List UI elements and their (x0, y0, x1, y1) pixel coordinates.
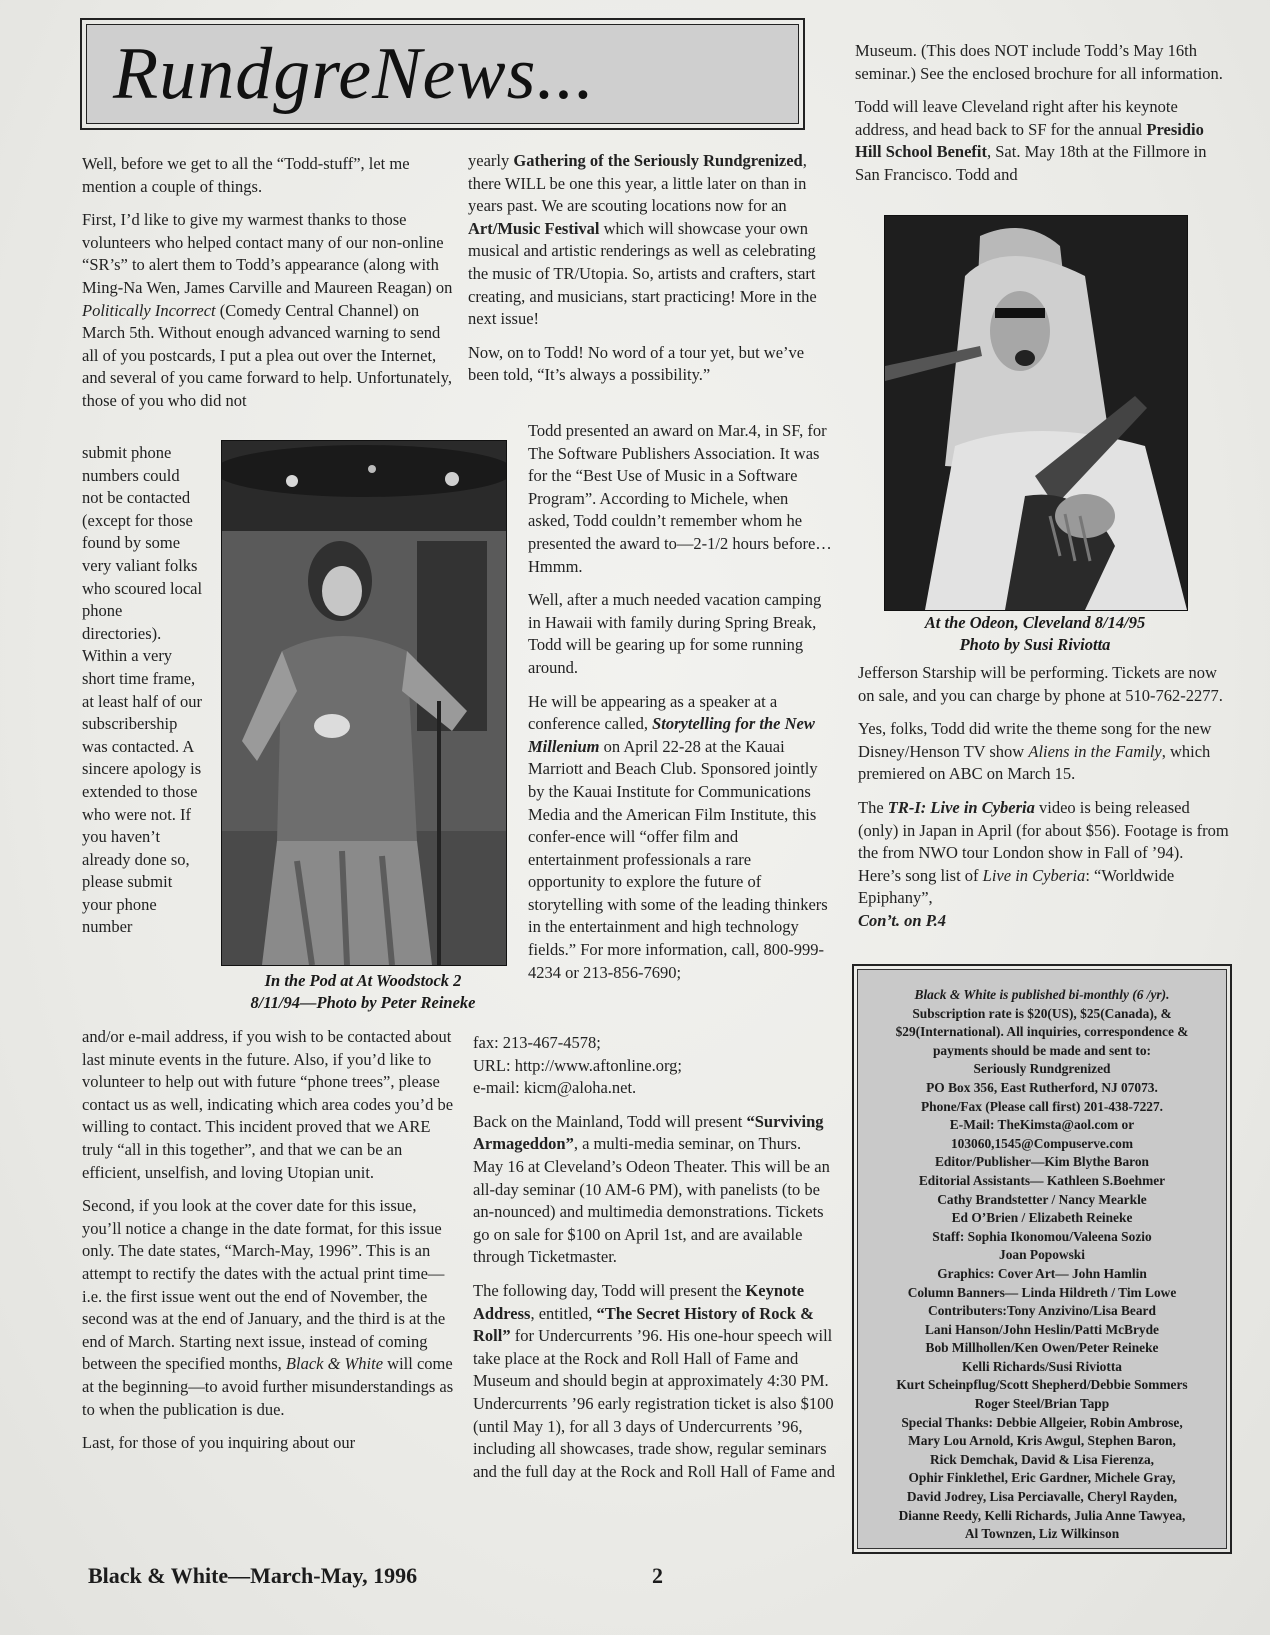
info-line: Subscription rate is $20(US), $25(Canada), & (912, 1005, 1172, 1021)
photo-odeon-caption-line-1: At the Odeon, Cleveland 8/14/95 (924, 613, 1146, 632)
column-1-top (82, 153, 454, 413)
show-title: Politically Incorrect (82, 300, 216, 320)
publication-name: Black & White (285, 1354, 384, 1374)
info-line: Al Townzen, Liz Wilkinson (964, 1526, 1120, 1542)
photo-odeon (884, 215, 1188, 611)
info-line: Dianne Reedy, Kelli Richards, Julia Anne Tawyea, (898, 1507, 1186, 1523)
masthead-info-box (852, 964, 1232, 1554)
info-line: Lani Hanson/John Heslin/Patti McBryde (925, 1321, 1159, 1337)
info-line: Mary Lou Arnold, Kris Awgul, Stephen Baron, (908, 1433, 1176, 1449)
info-line: Column Banners— Linda Hildreth / Tim Lowe (907, 1284, 1177, 1300)
photo-woodstock (221, 440, 507, 966)
info-line: PO Box 356, East Rutherford, NJ 07073. (926, 1079, 1158, 1095)
festival-name: Art/Music Festival (468, 218, 600, 238)
column-1-bottom (82, 1026, 454, 1455)
gathering-name: Gathering of the Seriously Rundgrenized (513, 151, 803, 170)
seminar-title: “Surviving Armageddon” (473, 1111, 824, 1154)
contact-email: e-mail: kicm@aloha.net. (473, 1078, 637, 1098)
col3-paragraph-1: Museum. (This does NOT include Todd’s May 16th seminar.) See the enclosed brochure for all information. (855, 41, 1223, 83)
col1-paragraph-2-cont: and/or e-mail address, if you wish to be contacted about last minute events in the future. Also, if you’d like to volunteer to help out with future “phone trees”, please contact us as well, indicating which area codes you’d be willing to contact. This incident proved that we ARE truly “all in this together”, and that we can be an efficient, unselfish, and loving Utopian unit. (82, 1027, 454, 1182)
col2-paragraph-6: Back on the Mainland, Todd will present “Surviving Armageddon”, a multi-media seminar, on Thurs. May 16 at Cleveland’s Odeon Theater. This will be an all-day seminar (10 AM-6 PM), with panelists (to be an-nounced) and multimedia demonstrations. Tickets go on sale for $100 on April 1st, and are available through Ticketmaster. (473, 1111, 830, 1267)
photo-woodstock-image (222, 441, 506, 965)
info-line: Roger Steel/Brian Tapp (974, 1396, 1110, 1412)
column-2-indented (528, 420, 832, 984)
info-line: Editor/Publisher—Kim Blythe Baron (934, 1154, 1150, 1170)
col1-paragraph-4: Last, for those of you inquiring about our (82, 1433, 356, 1453)
info-line: Joan Popowski (999, 1247, 1085, 1263)
info-line: Kelli Richards/Susi Riviotta (962, 1358, 1122, 1374)
column-3-bottom (858, 662, 1230, 933)
contact-url: URL: http://www.aftonline.org; (473, 1055, 682, 1075)
info-line: payments should be made and sent to: (932, 1042, 1151, 1058)
column-2-bottom (473, 1032, 835, 1483)
info-line: Ed O’Brien / Elizabeth Reineke (951, 1210, 1133, 1226)
masthead-title: RundgreNews... (113, 32, 595, 115)
keynote-title: “The Secret History of Rock & Roll” (473, 1303, 814, 1346)
col2-paragraph-1: yearly Gathering of the Seriously Rundgrenized, there WILL be one this year, a little later on than in years past. We are scouting locations now for an Art/Music Festival which will showcase your own musical and artistic renderings as well as celebrating the music of TR/Utopia. So, artists and crafters, start creating, and musicians, start practicing! More in the next issue! (468, 151, 817, 329)
benefit-name: Presidio Hill School Benefit (855, 119, 1204, 162)
album-title: Live in Cyberia (982, 865, 1086, 885)
col2-paragraph-4: Well, after a much needed vacation camping in Hawaii with family during Spring Break, Todd will be gearing up for some running around. (528, 590, 822, 677)
page-number: 2 (652, 1563, 663, 1588)
photo-woodstock-caption (221, 970, 505, 1014)
info-line: Black & White is published bi-monthly (6 /yr). (914, 987, 1170, 1002)
photo-woodstock-caption-line-1: In the Pod at At Woodstock 2 (264, 971, 462, 990)
info-line: David Jodrey, Lisa Perciavalle, Cheryl Rayden, (906, 1489, 1178, 1505)
info-line: 103060,1545@Compuserve.com (950, 1135, 1134, 1151)
col2-paragraph-5: He will be appearing as a speaker at a conference called, Storytelling for the New Millenium on April 22-28 at the Kauai Marriott and Beach Club. Sponsored jointly by the Kauai Institute for Communications Media and the American Film Institute, this confer-ence will “offer film and entertainment professionals a rare opportunity to explore the future of storytelling with some of the leading thinkers in the entertainment and high technology fields.” For more information, call, 800-999-4234 or 213-856-7690; (528, 691, 828, 982)
conference-name: Storytelling for the New Millenium (528, 714, 815, 756)
photo-odeon-caption-line-2: Photo by Susi Riviotta (959, 635, 1111, 654)
info-line: Staff: Sophia Ikonomou/Valeena Sozio (932, 1228, 1152, 1244)
continued-note: Con’t. on P.4 (858, 910, 947, 930)
col2-paragraph-3: Todd presented an award on Mar.4, in SF, for The Software Publishers Association. It was for the “Best Use of Music in a Software Program”. According to Michele, when asked, Todd couldn’t remember whom he presented the award to—2-1/2 hours before…Hmmm. (528, 421, 832, 576)
info-line: Phone/Fax (Please call first) 201-438-7227. (920, 1098, 1164, 1114)
contact-fax: fax: 213-467-4578; (473, 1033, 601, 1052)
col2-paragraph-7: The following day, Todd will present the Keynote Address, entitled, “The Secret History of Rock & Roll” for Undercurrents ’96. His one-hour speech will take place at the Rock and Roll Hall of Fame and Museum and should begin at approximately 4:30 PM. Undercurrents ’96 early registration ticket is also $100 (until May 1), for all 3 days of Undercurrents ’96, including all showcases, trade show, regular seminars and the full day at the Rock and Roll Hall of Fame and (473, 1280, 835, 1481)
info-line: Ophir Finklethel, Eric Gardner, Michele Gray, (908, 1470, 1176, 1486)
col3-paragraph-4: Yes, folks, Todd did write the theme song for the new Disney/Henson TV show Aliens in the Family, which premiered on ABC on March 15. (858, 719, 1212, 784)
keynote-label: Keynote Address (473, 1280, 805, 1323)
info-line: Graphics: Cover Art— John Hamlin (937, 1265, 1147, 1281)
info-line: Rick Demchak, David & Lisa Fierenza, (929, 1451, 1155, 1467)
info-line: Bob Millhollen/Ken Owen/Peter Reineke (925, 1340, 1159, 1356)
col1-narrow-text: submit phone numbers could not be contacted (except for those found by some very valiant folks who scoured local phone directories). Within a very short time frame, at least half of our subscribership was contacted. A sincere apology is extended to those who were not. If you haven’t already done so, please submit your phone number (82, 443, 203, 937)
info-line: Contributers:Tony Anzivino/Lisa Beard (928, 1303, 1156, 1319)
masthead-box (80, 18, 805, 130)
info-line: Cathy Brandstetter / Nancy Mearkle (937, 1191, 1147, 1207)
col3-paragraph-5: The TR-I: Live in Cyberia video is being released (only) in Japan in April (for about $56). Footage is from the from NWO tour London show in Fall of ’94). Here’s song list of Live in Cyberia: “Worldwide Epiphany”, (858, 797, 1229, 908)
col1-paragraph-3: Second, if you look at the cover date for this issue, you’ll notice a change in the date format, for this issue only. The date states, “March-May, 1996”. This is an attempt to rectify the dates with the actual print time—i.e. the first issue went out the end of November, the second was at the end of January, and the third is at the end of March. Starting next issue, instead of coming between the specified months, Black & White will come at the beginning—to avoid further misunderstandings as to when the publication is due. (82, 1196, 454, 1419)
photo-odeon-caption (862, 612, 1208, 656)
photo-woodstock-caption-line-2: 8/11/94—Photo by Peter Reineke (250, 993, 476, 1012)
masthead-inner (86, 24, 799, 124)
column-1-narrow (82, 442, 204, 939)
col1-paragraph-1: Well, before we get to all the “Todd-stuff”, let me mention a couple of things. (82, 154, 410, 196)
col3-paragraph-3: Jefferson Starship will be performing. Tickets are now on sale, and you can charge by phone at 510-762-2277. (858, 663, 1223, 705)
column-3-top (855, 40, 1227, 187)
video-title: TR-I: Live in Cyberia (887, 797, 1035, 817)
info-line: Special Thanks: Debbie Allgeier, Robin Ambrose, (901, 1414, 1183, 1430)
footer-publication: Black & White—March-May, 1996 (88, 1563, 418, 1588)
info-line: Seriously Rundgrenized (973, 1061, 1111, 1077)
info-line: Editorial Assistants— Kathleen S.Boehmer (918, 1172, 1166, 1188)
tv-show-title: Aliens in the Family (1028, 741, 1162, 761)
photo-odeon-image (885, 216, 1187, 610)
masthead-info-inner (857, 969, 1227, 1549)
info-line: Kurt Scheinpflug/Scott Shepherd/Debbie Sommers (896, 1377, 1188, 1393)
column-2-top (468, 150, 830, 398)
col1-paragraph-2: First, I’d like to give my warmest thanks to those volunteers who helped contact many of our non-online “SR’s” to alert them to Todd’s appearance (along with Ming-Na Wen, James Carville and Maureen Reagan) on Politically Incorrect (Comedy Central Channel) on March 5th. Without enough advanced warning to send all of you postcards, I put a plea out over the Internet, and several of you came forward to help. Unfortunately, those of you who did not (82, 210, 453, 410)
info-line: $29(International). All inquiries, correspondence & (895, 1024, 1189, 1040)
col3-paragraph-2: Todd will leave Cleveland right after his keynote address, and head back to SF for the annual Presidio Hill School Benefit, Sat. May 18th at the Fillmore in San Francisco. Todd and (855, 97, 1207, 184)
info-line: E-Mail: TheKimsta@aol.com or (949, 1117, 1135, 1133)
col2-paragraph-2: Now, on to Todd! No word of a tour yet, but we’ve been told, “It’s always a possibility.” (468, 342, 805, 385)
